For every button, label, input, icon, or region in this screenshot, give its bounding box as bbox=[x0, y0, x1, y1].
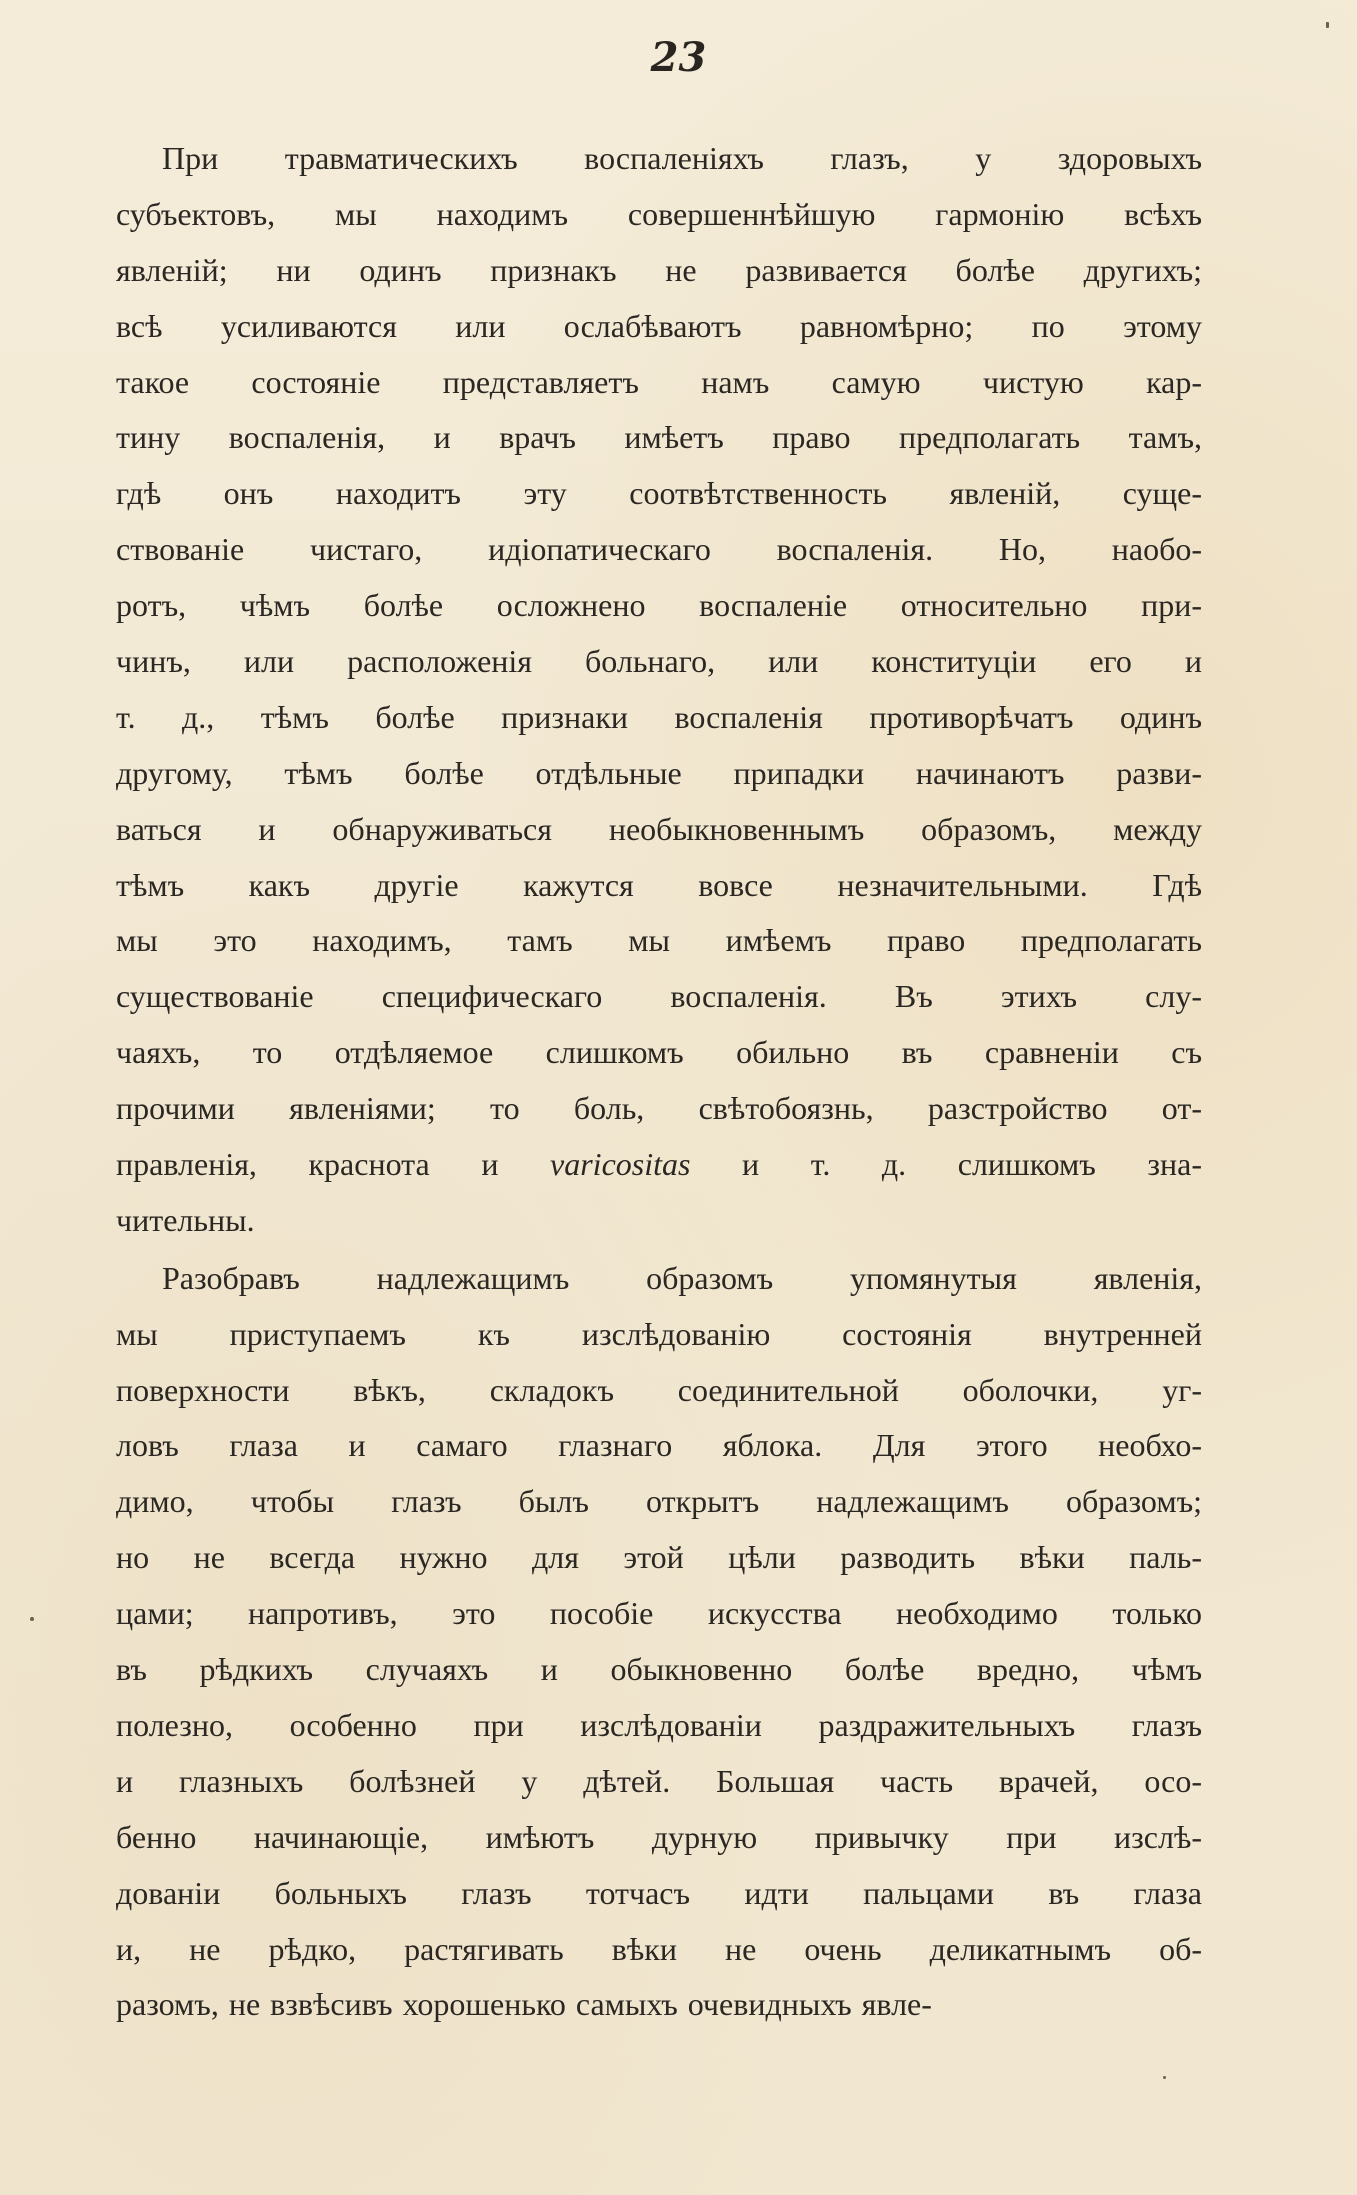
text-line: полезно, особенно при изслѣдованіи раздражительныхъ глазъ bbox=[116, 1706, 1202, 1743]
text-line: ротъ, чѣмъ болѣе осложнено воспаленіе относительно при- bbox=[116, 587, 1202, 624]
text-line: чаяхъ, то отдѣляемое слишкомъ обильно въ сравненіи съ bbox=[116, 1034, 1202, 1071]
paper-speck bbox=[1163, 2076, 1166, 2079]
text-line: другому, тѣмъ болѣе отдѣльные припадки начинаютъ разви- bbox=[116, 754, 1202, 791]
text-segment: правленія, краснота и bbox=[116, 1146, 499, 1183]
text-line: но не всегда нужно для этой цѣли разводить вѣки паль- bbox=[116, 1539, 1202, 1576]
text-segment: и т. д. слишкомъ зна- bbox=[742, 1146, 1202, 1183]
text-line: ваться и обнаруживаться необыкновеннымъ образомъ, между bbox=[116, 810, 1202, 847]
text-line: явленій; ни одинъ признакъ не развивается болѣе другихъ; bbox=[116, 251, 1202, 288]
body-text bbox=[116, 131, 1202, 2033]
text-line: такое состояніе представляетъ намъ самую чистую кар- bbox=[116, 363, 1202, 400]
text-line: ловъ глаза и самаго глазнаго яблока. Для этого необхо- bbox=[116, 1427, 1202, 1464]
text-line: гдѣ онъ находитъ эту соотвѣтственность явленій, суще- bbox=[116, 475, 1202, 512]
paper-speck bbox=[30, 1617, 34, 1621]
text-line: прочими явленіями; то боль, свѣтобоязнь, разстройство от- bbox=[116, 1090, 1202, 1127]
text-line: т. д., тѣмъ болѣе признаки воспаленія противорѣчатъ одинъ bbox=[116, 698, 1202, 735]
page-number: 23 bbox=[650, 34, 707, 81]
text-line: чинъ, или расположенія больнаго, или конституціи его и bbox=[116, 643, 1202, 680]
text-line: и, не рѣдко, растягивать вѣки не очень деликатнымъ об- bbox=[116, 1930, 1202, 1967]
text-line: димо, чтобы глазъ былъ открытъ надлежащимъ образомъ; bbox=[116, 1483, 1202, 1520]
text-line: мы приступаемъ къ изслѣдованію состоянія внутренней bbox=[116, 1315, 1202, 1352]
paper-speck bbox=[1326, 22, 1329, 28]
text-line: тину воспаленія, и врачъ имѣетъ право предполагать тамъ, bbox=[116, 419, 1202, 456]
text-line-mixed bbox=[116, 1137, 1202, 1193]
text-line: мы это находимъ, тамъ мы имѣемъ право предполагать bbox=[116, 922, 1202, 959]
paragraph-1 bbox=[116, 131, 1202, 1249]
text-line: тѣмъ какъ другіе кажутся вовсе незначительными. Гдѣ bbox=[116, 866, 1202, 903]
text-line: Разобравъ надлежащимъ образомъ упомянутыя явленія, bbox=[162, 1259, 1202, 1296]
text-line: всѣ усиливаются или ослабѣваютъ равномѣрно; по этому bbox=[116, 307, 1202, 344]
text-line: При травматическихъ воспаленіяхъ глазъ, у здоровыхъ bbox=[162, 140, 1202, 176]
text-line: и глазныхъ болѣзней у дѣтей. Большая часть врачей, осо- bbox=[116, 1762, 1202, 1799]
text-line: дованіи больныхъ глазъ тотчасъ идти пальцами въ глаза bbox=[116, 1874, 1202, 1911]
text-line: существованіе специфическаго воспаленія. Въ этихъ слу- bbox=[116, 978, 1202, 1015]
text-line: разомъ, не взвѣсивъ хорошенько самыхъ очевидныхъ явле- bbox=[116, 1986, 932, 2023]
text-line: субъектовъ, мы находимъ совершеннѣйшую гармонію всѣхъ bbox=[116, 195, 1202, 232]
text-line: поверхности вѣкъ, складокъ соединительной оболочки, уг- bbox=[116, 1371, 1202, 1408]
paragraph-2 bbox=[116, 1251, 1202, 2033]
text-line: ствованіе чистаго, идіопатическаго воспаленія. Но, наобо- bbox=[116, 531, 1202, 568]
latin-term: varicositas bbox=[550, 1146, 691, 1183]
text-line: бенно начинающіе, имѣютъ дурную привычку при изслѣ- bbox=[116, 1818, 1202, 1855]
text-line: цами; напротивъ, это пособіе искусства необходимо только bbox=[116, 1595, 1202, 1632]
text-line: чительны. bbox=[116, 1201, 255, 1238]
text-line: въ рѣдкихъ случаяхъ и обыкновенно болѣе вредно, чѣмъ bbox=[116, 1651, 1202, 1688]
